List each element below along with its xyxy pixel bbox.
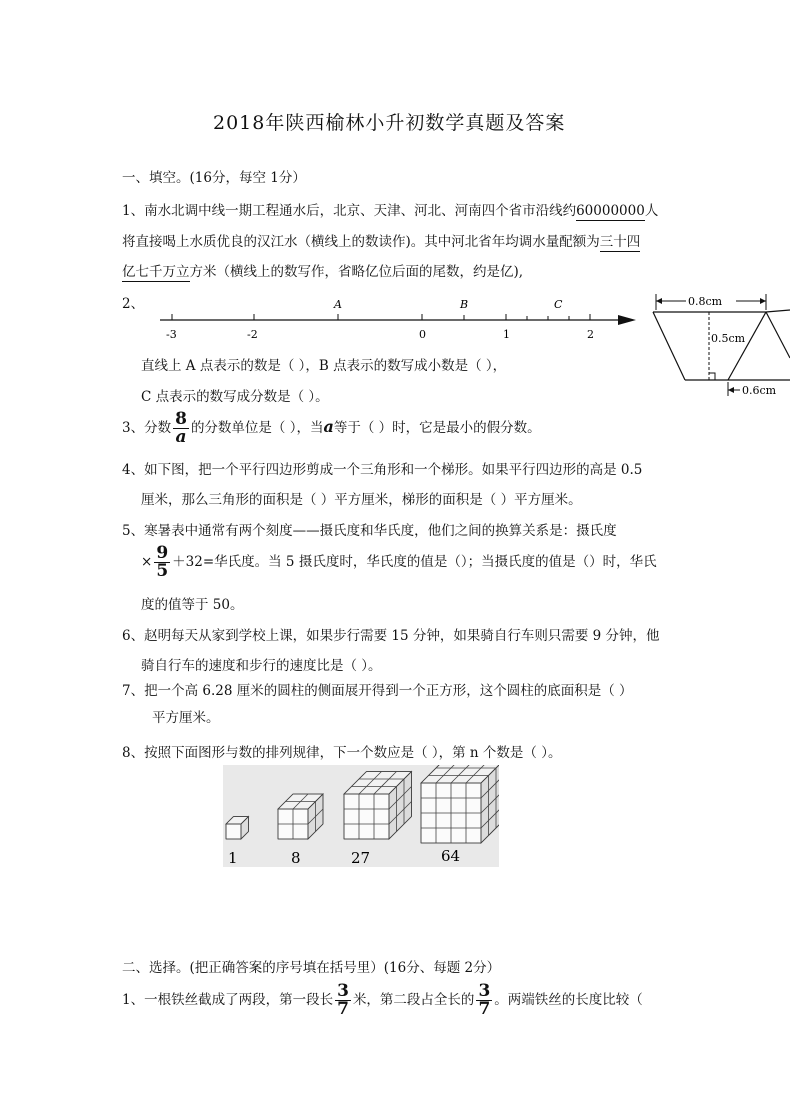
bottom-length-label: 0.6cm	[742, 384, 777, 397]
q1-line2	[122, 230, 640, 250]
tick-label-1: 1	[503, 328, 510, 341]
q1-underlined-words-1: 三十四	[599, 234, 641, 250]
variable-a: a	[323, 417, 334, 436]
q3-text-c: 等于（ ）时，它是最小的假分数。	[333, 420, 541, 436]
fraction-denominator: 7	[478, 999, 491, 1019]
section1-heading: 一、填空。(16分，每空 1分）	[122, 170, 306, 186]
fraction-numerator: 9	[156, 543, 169, 563]
parallelogram-figure	[648, 290, 790, 400]
s2-q1-text-b: 米，第二段占全长的	[352, 992, 475, 1008]
cube-pattern-figure	[223, 765, 499, 867]
q2-number: 2、	[122, 296, 145, 312]
q1-text-b: 人	[644, 203, 659, 219]
q2-line1: 直线上 A 点表示的数是（ ），B 点表示的数写成小数是（ ），	[141, 358, 507, 374]
q3-text-a: 3、分数	[122, 420, 172, 436]
q1-text-c: 将直接喝上水质优良的汉江水（横线上的数读作)。其中河北省年均调水量配额为	[122, 234, 600, 250]
q4-line1: 4、如下图，把一个平行四边形剪成一个三角形和一个梯形。如果平行四边形的高是 0.5	[122, 462, 643, 478]
point-c-label: C	[554, 298, 563, 311]
fraction-3-over-7	[335, 983, 351, 1018]
q7-line1: 7、把一个高 6.28 厘米的圆柱的侧面展开得到一个正方形，这个圆柱的底面积是（ ）	[122, 683, 633, 699]
fraction-denominator: 7	[337, 999, 349, 1019]
s2-q1-text-c: 。两端铁丝的长度比较（	[494, 992, 643, 1008]
q1-underlined-words-2: 亿七千万立	[122, 264, 190, 280]
tick-label-2: 2	[587, 328, 594, 341]
point-b-label: B	[460, 298, 469, 311]
tick-label-0: 0	[419, 328, 426, 341]
q8-line: 8、按照下面图形与数的排列规律，下一个数应是（ ），第 n 个数是（ ）。	[122, 745, 562, 761]
q3-text-b: 的分数单位是（ ），当	[190, 420, 324, 436]
q5-line1: 5、寒暑表中通常有两个刻度——摄氏度和华氏度，他们之间的换算关系是：摄氏度	[122, 523, 617, 539]
page-title: 2018年陕西榆林小升初数学真题及答案	[213, 112, 566, 134]
number-line-figure	[150, 290, 640, 350]
tick-label-neg3: -3	[166, 328, 177, 341]
tick-label-neg2: -2	[247, 328, 258, 341]
cube-label-64: 64	[441, 847, 461, 865]
q3-line	[122, 411, 541, 446]
height-label: 0.5cm	[711, 332, 746, 345]
s2-q1-line	[122, 983, 643, 1018]
section2-heading: 二、选择。(把正确答案的序号填在括号里）(16分、每题 2分）	[122, 960, 501, 976]
fraction-3-over-7-second	[476, 983, 492, 1018]
q1-text-d: 方米（横线上的数写作，省略亿位后面的尾数，约是亿),	[189, 264, 524, 280]
fraction-denominator: 5	[156, 561, 169, 581]
q1-line1	[122, 199, 658, 219]
fraction-numerator: 8	[175, 409, 187, 429]
q6-line1: 6、赵明每天从家到学校上课，如果步行需要 15 分钟，如果骑自行车则只需要 9 分钟，他	[122, 628, 660, 644]
q1-text-a: 1、南水北调中线一期工程通水后，北京、天津、河北、河南四个省市沿线约	[122, 203, 577, 219]
fraction-numerator: 3	[478, 981, 491, 1001]
q5-text-b: ＋32=华氏度。当 5 摄氏度时，华氏度的值是（）；当摄氏度的值是（）时，华氏	[172, 554, 657, 570]
point-a-label: A	[334, 298, 342, 311]
q1-line3	[122, 260, 523, 280]
cube-label-1: 1	[228, 849, 238, 867]
fraction-denominator: a	[175, 427, 187, 447]
q2-line2: C 点表示的数写成分数是（ ）。	[141, 389, 329, 405]
cube-label-8: 8	[291, 849, 301, 867]
q4-line2: 厘米，那么三角形的面积是（ ）平方厘米，梯形的面积是（ ）平方厘米。	[141, 492, 582, 508]
q7-line2: 平方厘米。	[152, 710, 220, 726]
q5-line2	[141, 545, 657, 580]
q6-line2: 骑自行车的速度和步行的速度比是（ ）。	[141, 658, 382, 674]
fraction-numerator: 3	[337, 981, 349, 1001]
s2-q1-text-a: 1、一根铁丝截成了两段，第一段长	[122, 992, 334, 1008]
q1-underlined-number: 60000000	[576, 203, 645, 219]
q5-line3: 度的值等于 50。	[141, 597, 244, 613]
cube-label-27: 27	[351, 849, 371, 867]
times-sign: ×	[141, 554, 153, 570]
top-length-label: 0.8cm	[688, 295, 723, 308]
fraction-9-over-5	[154, 545, 170, 580]
fraction-8-over-a	[173, 411, 189, 446]
